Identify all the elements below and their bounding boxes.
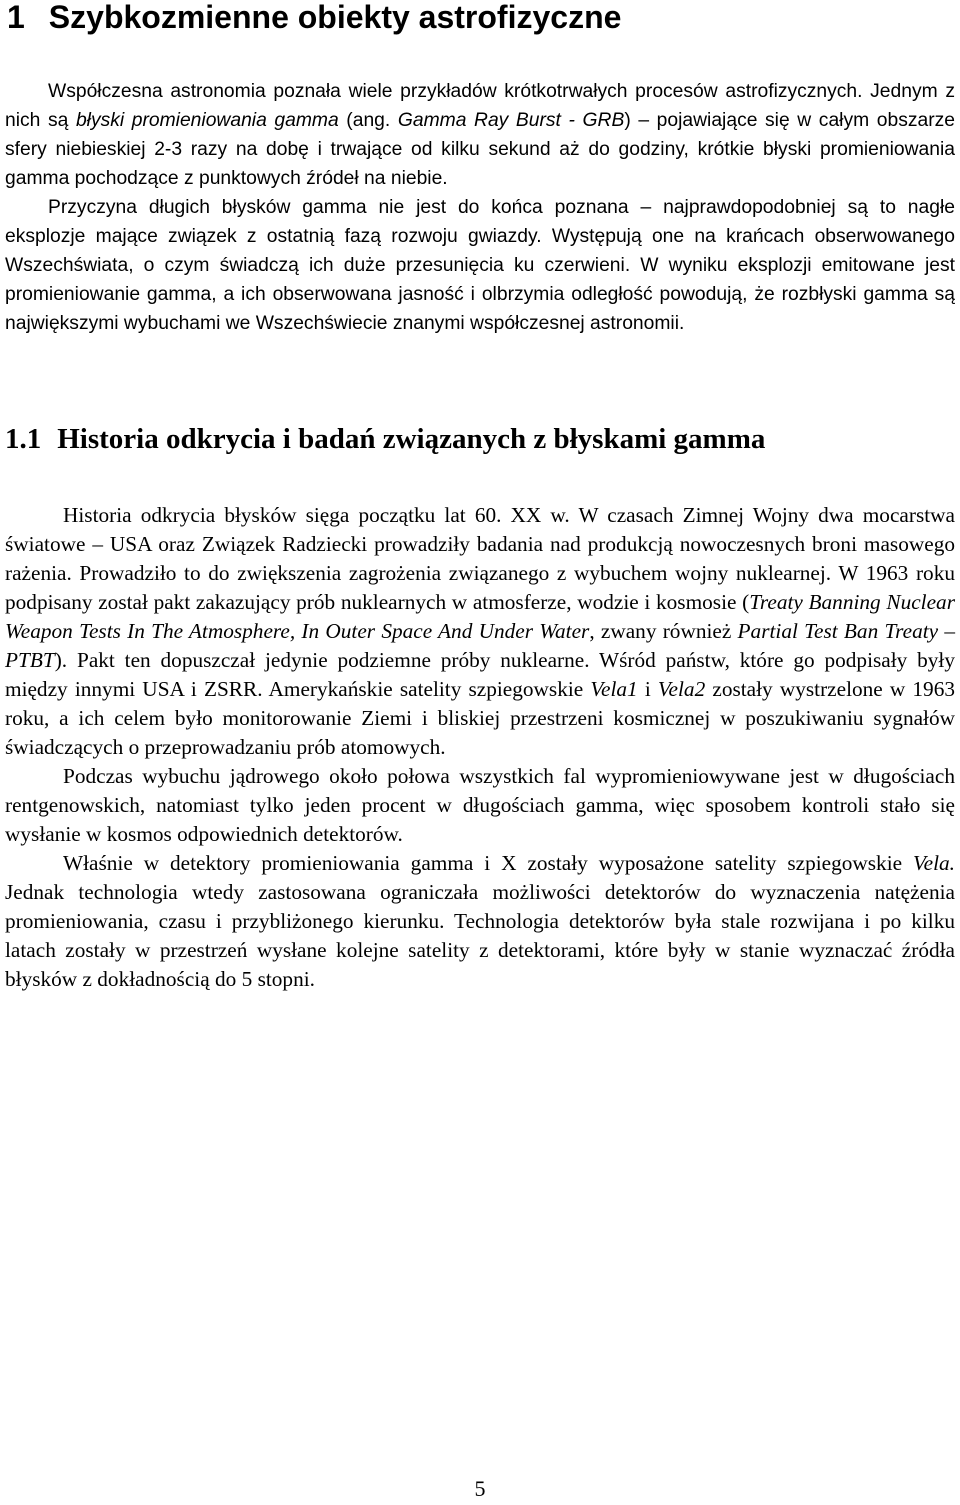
history-p1-vela2: Vela2 [657,677,706,701]
intro-paragraph-2: Przyczyna długich błysków gamma nie jest do końca poznana – najprawdopodobniej są to nagłe eksplozje mające związek z ostatnią fazą rozwoju gwiazdy. Występują one na krańcach obserwowanego Wszechświata, o czym świadczą ich duże przesunięcia ku czerwieni. W wyniku eksplozji emitowane jest promieniowanie gamma, a ich obserwowana jasność i olbrzymia odległość powodują, że rozbłyski gamma są największymi wybuchami we Wszechświecie znanymi współczesnej astronomii. [5,197,955,334]
section-title [5,421,765,457]
history-p3-text-a: Właśnie w detektory promieniowania gamma i X zostały wyposażone satelity szpiegowskie [63,851,913,875]
history-p1-vela1: Vela1 [590,677,638,701]
intro-paragraph-1 [5,77,955,193]
chapter-title-text: Szybkozmienne obiekty astrofizyczne [48,0,622,35]
intro-text [5,77,955,338]
intro-p1-text-a: Współczesna astronomia poznała wiele przykładów krótkotrwałych procesów astrofizycznych. Jednym z nich są [5,81,955,131]
section-title-text: Historia odkrycia i badań związanych z błyskami gamma [57,423,766,455]
intro-p1-text-e: ) – pojawiające się w całym obszarze sfery niebieskiej 2-3 razy na dobę i trwające od kilku sekund aż do godziny, krótkie błyski promieniowania gamma pochodzące z punktowych źródeł na niebie. [5,110,955,189]
history-p1-text-e: ). Pakt ten dopuszczał jedynie podziemne próby nuklearne. Wśród państw, które go podpisały były między innymi USA i ZSRR. Amerykańskie satelity szpiegowskie [5,648,955,701]
history-paragraph-3 [5,849,955,994]
history-p3-text-c: Jednak technologia wtedy zastosowana ograniczała możliwości detektorów do wyznaczenia natężenia promieniowania, czasu i przybliżonego kierunku. Technologia detektorów była stale rozwijana i po kilku latach zostały w przestrzeń wysłane kolejne satelity z detektorami, które były w stanie wyznaczać źródła błysków z dokładnością do 5 stopni. [5,880,955,991]
chapter-number: 1 [7,0,25,35]
history-paragraph-1 [5,501,955,762]
history-text [5,501,955,994]
history-p1-text-i: zostały wystrzelone w 1963 roku, a ich celem było monitorowanie Ziemi i bliskiej przestrzeni kosmicznej w poszukiwaniu sygnałów świadczących o przeprowadzaniu prób atomowych. [5,677,955,759]
history-p1-text-g: i [637,677,658,701]
intro-p1-term-grb-english: Gamma Ray Burst - GRB [397,110,625,131]
history-p1-text-c: , zwany również [589,619,738,643]
intro-p1-text-c: (ang. [338,110,398,131]
history-p1-ptbt: Partial Test Ban Treaty – PTBT [5,619,955,672]
chapter-title [7,0,621,34]
history-p1-text-a: Historia odkrycia błysków sięga początku lat 60. XX w. W czasach Zimnej Wojny dwa mocarstwa światowe – USA oraz Związek Radziecki prowadziły badania nad produkcją nowoczesnych broni masowego rażenia. Prowadziło to do zwiększenia zagrożenia związanego z wybuchem wojny nuklearnej. W 1963 roku podpisany został pakt zakazujący prób nuklearnych w atmosferze, wodzie i kosmosie ( [5,503,955,614]
page-number: 5 [474,1476,486,1501]
history-p1-treaty-name: Treaty Banning Nuclear Weapon Tests In The Atmosphere, In Outer Space And Under Water [5,590,955,643]
intro-p1-term-grb-polish: błyski promieniowania gamma [75,110,339,131]
section-number: 1.1 [5,423,42,455]
history-p3-vela: Vela. [913,851,955,875]
history-paragraph-2: Podczas wybuchu jądrowego około połowa wszystkich fal wypromieniowywane jest w długościach rentgenowskich, natomiast tylko jeden procent w długościach gamma, więc sposobem kontroli stało się wysłanie w kosmos odpowiednich detektorów. [5,764,955,846]
